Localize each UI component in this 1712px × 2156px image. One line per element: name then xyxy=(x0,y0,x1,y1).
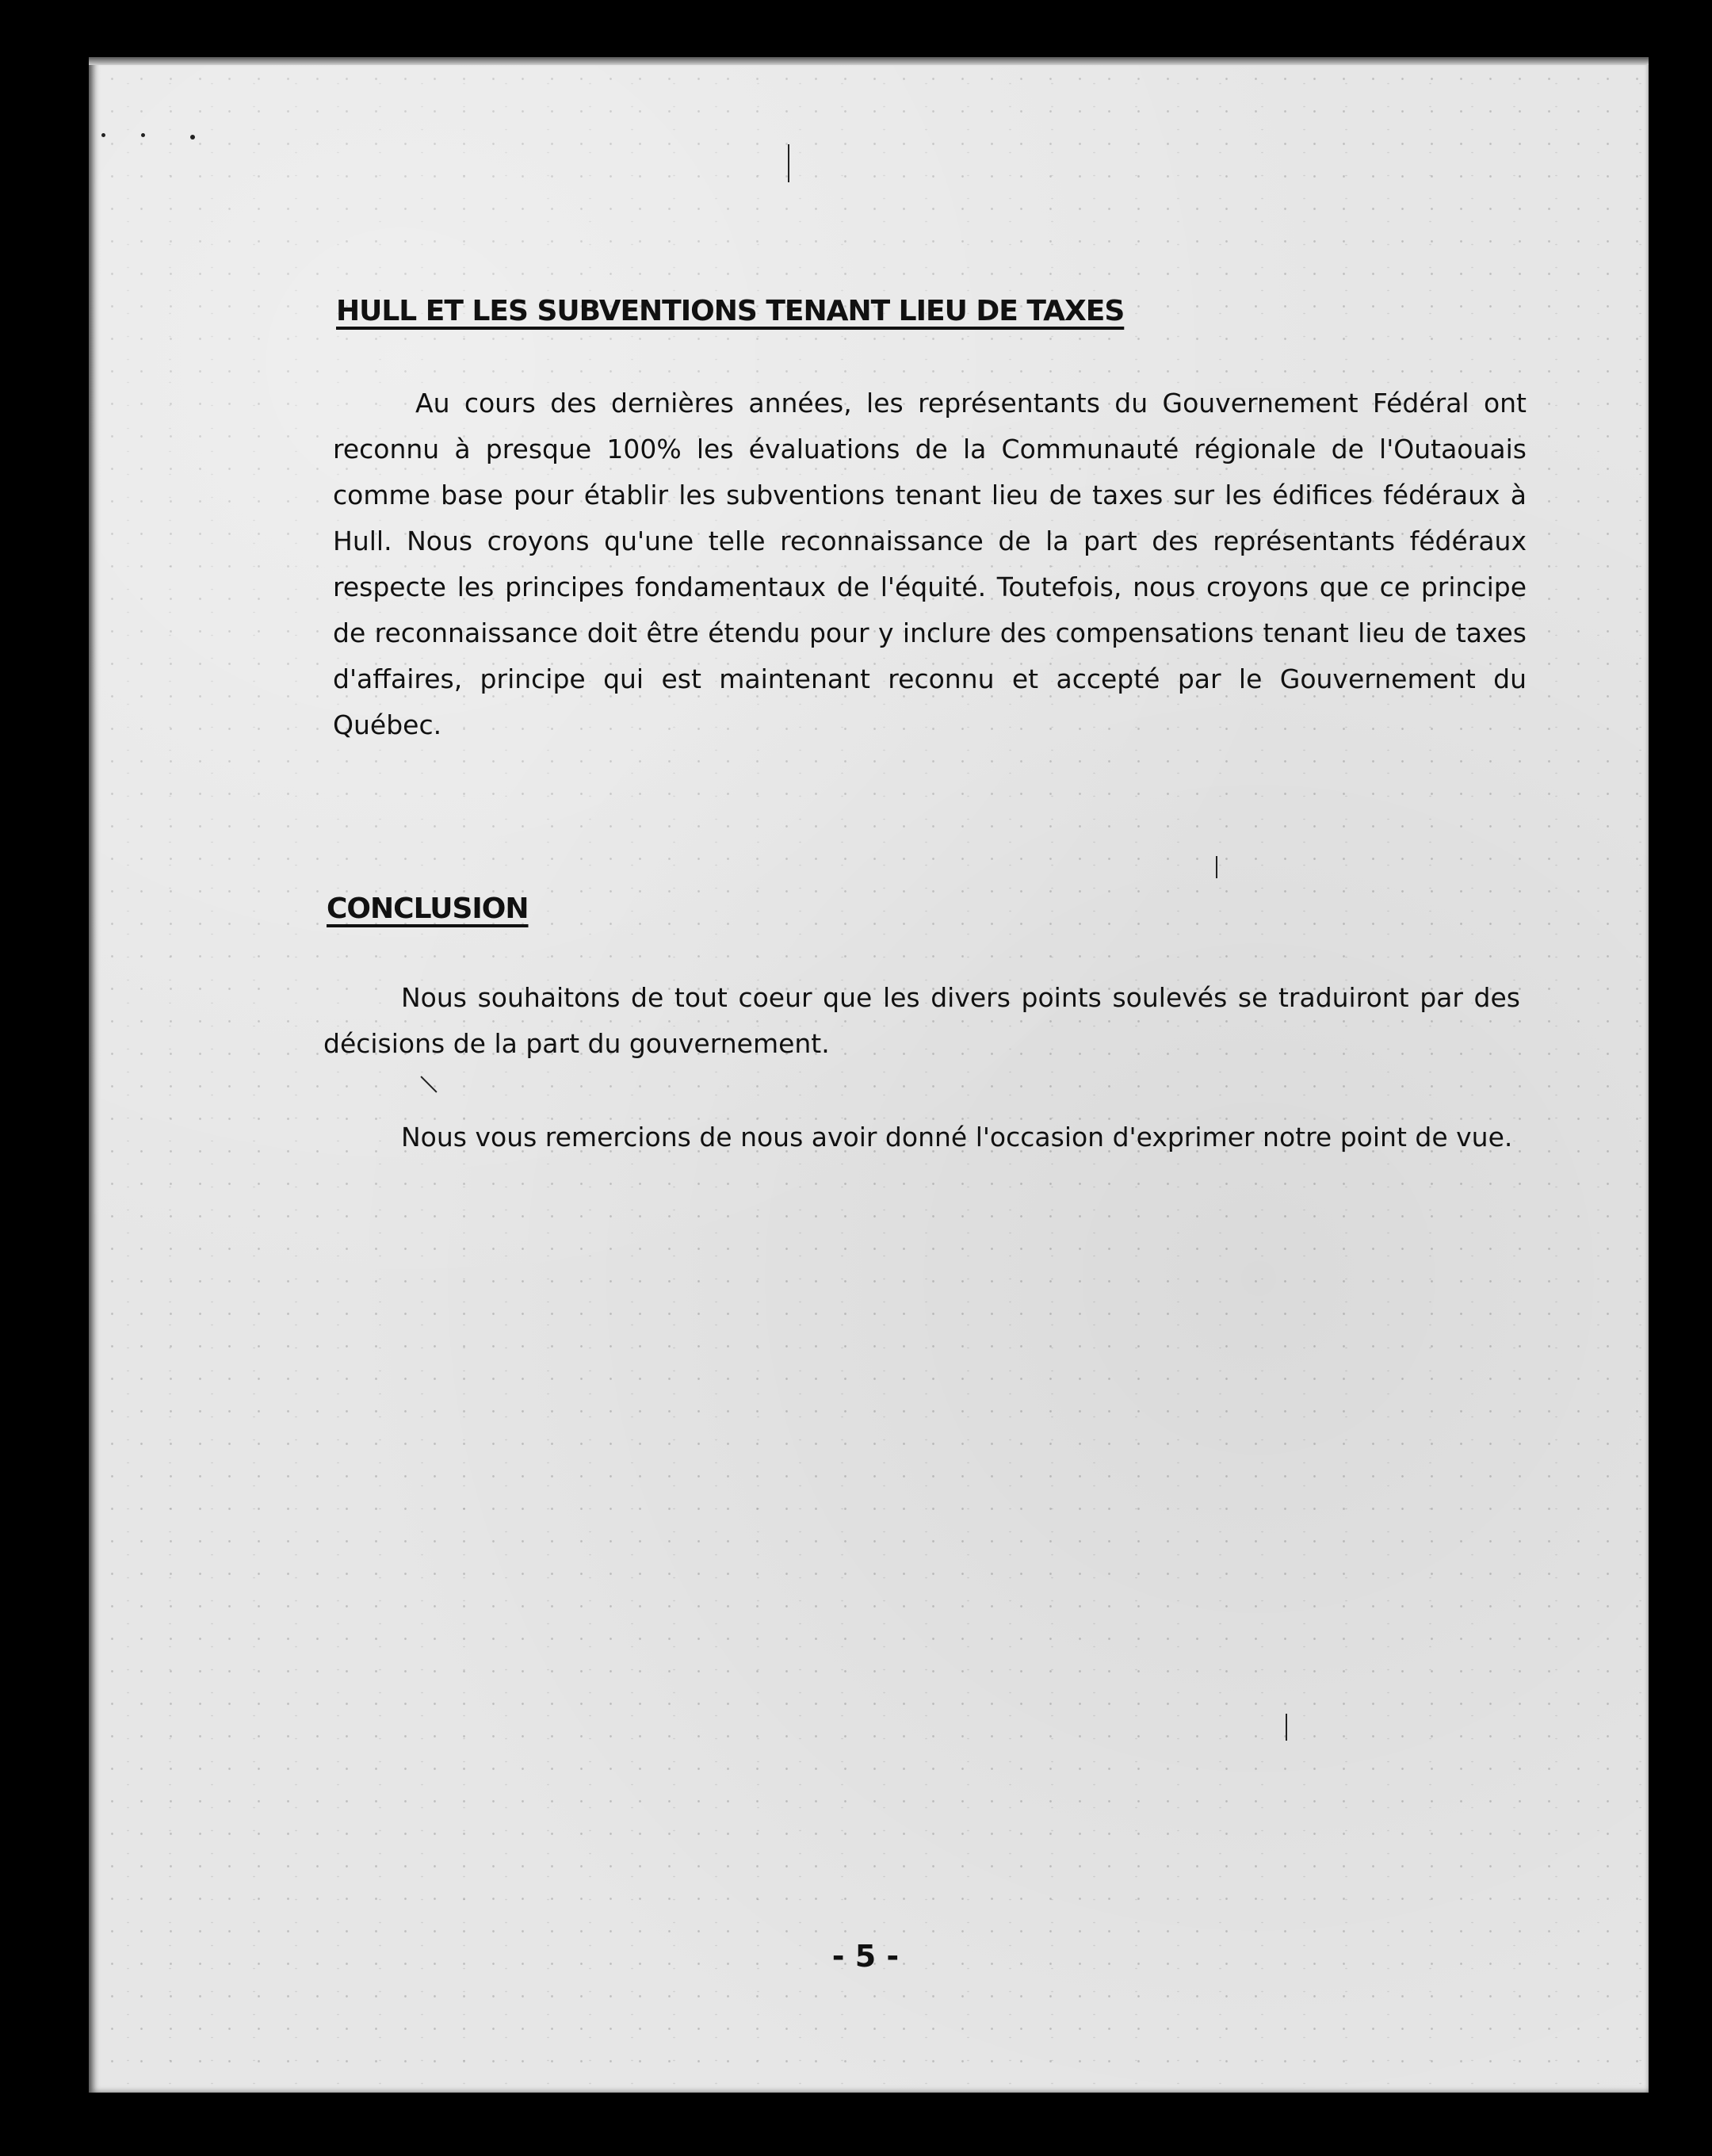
paragraph-conclusion-thanks: Nous vous remercions de nous avoir donné l'occasion d'exprimer notre point de vue. xyxy=(401,1122,1513,1153)
scan-stroke xyxy=(1216,856,1217,878)
scan-stroke xyxy=(1286,1714,1287,1741)
page-content xyxy=(89,57,1649,2093)
scan-speck xyxy=(141,133,145,137)
paper-page xyxy=(89,57,1649,2093)
scan-stroke xyxy=(420,1076,437,1092)
paragraph-subventions: Au cours des dernières années, les représentants du Gouvernement Fédéral ont reconnu à presque 100% les évaluations de la Communauté régionale de l'Outaouais comme base pour établir les subventions tenant lieu de taxes sur les édifices fédéraux à Hull. Nous croyons qu'une telle reconnaissance de la part des représentants fédéraux respecte les principes fondamentaux de l'équité. Toutefois, nous croyons que ce principe de reconnaissance doit être étendu pour y inclure des compensations tenant lieu de taxes d'affaires, principe qui est maintenant reconnu et accepté par le Gouvernement du Québec. xyxy=(333,388,1527,740)
scan-speck xyxy=(190,135,195,140)
page-top-edge xyxy=(89,57,1649,65)
section-heading-subventions: HULL ET LES SUBVENTIONS TENANT LIEU DE TAXES xyxy=(336,295,1125,327)
paragraph-conclusion-wishes: Nous souhaitons de tout coeur que les divers points soulevés se traduiront par des décisions de la part du gouvernement. xyxy=(323,982,1520,1059)
scan-stroke xyxy=(788,144,789,182)
scan-speck xyxy=(101,133,105,137)
page-number: - 5 - xyxy=(831,1939,900,1974)
section-heading-conclusion: CONCLUSION xyxy=(327,893,529,925)
